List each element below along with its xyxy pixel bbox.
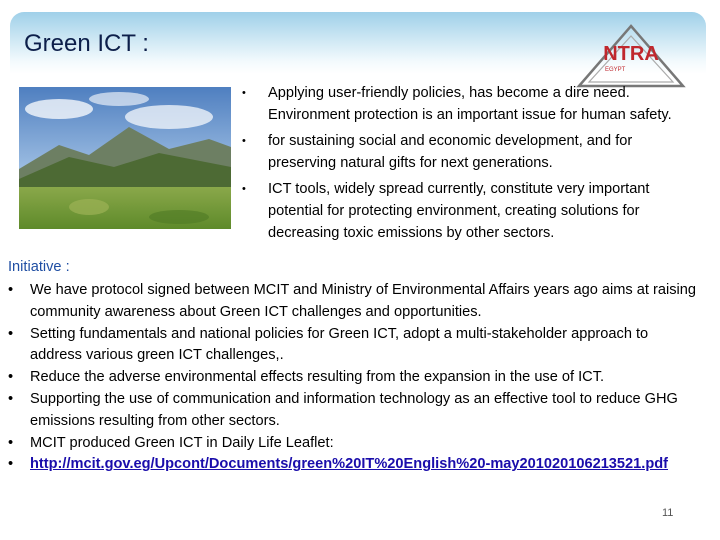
initiative-item-text: Supporting the use of communication and information technology as an effective tool to reduce GHG emissions resulting from other sectors. <box>30 390 678 429</box>
initiative-item <box>8 433 698 455</box>
right-bullet-text: Applying user-friendly policies, has become a dire need. Environment protection is an important issue for human safety. <box>268 85 672 123</box>
initiative-bullet-list <box>8 280 698 476</box>
right-bullet-item <box>240 82 700 126</box>
logo-text: NTRA <box>603 43 659 65</box>
initiative-item-text: Reduce the adverse environmental effects resulting from the expansion in the use of ICT. <box>30 369 605 386</box>
bullet-icon: • <box>8 282 14 298</box>
bullet-icon: • <box>242 135 246 147</box>
initiative-item <box>8 367 698 389</box>
initiative-heading: Initiative : <box>8 259 70 275</box>
right-bullet-item <box>240 130 700 174</box>
logo-subtext: EGYPT <box>605 67 626 73</box>
bullet-icon: • <box>8 369 14 386</box>
landscape-image <box>19 87 231 229</box>
bullet-icon: • <box>8 456 14 473</box>
leaflet-pdf-link[interactable]: http://mcit.gov.eg/Upcont/Documents/green%20IT%20English%20-may201020106213521.pdf <box>30 456 669 473</box>
ntra-logo <box>575 24 687 90</box>
initiative-item-text: Setting fundamentals and national policies for Green ICT, adopt a multi-stakeholder approach to address various green ICT challenges,. <box>30 325 649 364</box>
right-bullet-text: ICT tools, widely spread currently, constitute very important potential for protecting environment, creating solutions for decreasing toxic emissions by other sectors. <box>268 181 650 241</box>
page-number: 11 <box>662 507 674 519</box>
right-bullet-item <box>240 178 700 244</box>
bullet-icon: • <box>8 325 14 342</box>
right-bullet-list <box>240 82 700 248</box>
slide-title: Green ICT : <box>24 30 149 57</box>
initiative-item-text: We have protocol signed between MCIT and Ministry of Environmental Affairs years ago aims at raising community awareness about Green ICT challenges and opportunities. <box>30 282 696 320</box>
right-bullet-text: for sustaining social and economic development, and for preserving natural gifts for next generations. <box>268 133 633 171</box>
initiative-item <box>8 280 698 324</box>
bullet-icon: • <box>8 390 14 407</box>
initiative-item <box>8 454 698 476</box>
initiative-item <box>8 324 698 368</box>
initiative-item <box>8 389 698 433</box>
initiative-item-text: MCIT produced Green ICT in Daily Life Leaflet: <box>30 434 334 451</box>
bullet-icon: • <box>242 183 246 195</box>
bullet-icon: • <box>8 434 14 451</box>
bullet-icon: • <box>242 87 246 99</box>
